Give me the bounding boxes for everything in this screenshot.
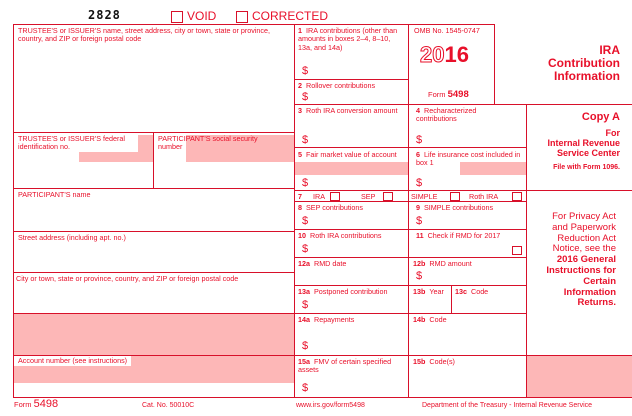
privacy-notice: For Privacy Act and Paperwork Reduction Act Notice, see the 2016 General Instructions for Certain Information Returns.: [546, 211, 616, 309]
box13a-amount-field[interactable]: [310, 298, 406, 312]
box10-dollar: $: [302, 243, 309, 255]
box14a-amount-field[interactable]: [310, 339, 406, 354]
box15b-label: 15b Code(s): [413, 357, 455, 366]
box12a-field[interactable]: [296, 270, 406, 284]
box13c-field[interactable]: [453, 298, 525, 312]
box2-label: 2 Rollover contributions: [298, 81, 376, 90]
box2-amount-field[interactable]: [310, 90, 406, 103]
box7-sep-checkbox[interactable]: [383, 192, 393, 201]
box7-simple-label: SIMPLE: [411, 192, 438, 201]
box7-simple-checkbox[interactable]: [450, 192, 460, 201]
box7-sep-label: SEP: [361, 192, 376, 201]
box15a-label: 15a FMV of certain specified assets: [298, 357, 392, 375]
box12b-amount-field[interactable]: [424, 269, 524, 283]
tax-year-bold: 16: [444, 42, 469, 67]
box6-dollar: $: [416, 177, 423, 189]
box12a-label: 12a RMD date: [298, 259, 347, 268]
participant-name-field[interactable]: [14, 200, 294, 230]
tax-year-outline: 20: [420, 42, 445, 67]
box14b-label: 14b Code: [413, 315, 447, 324]
box3-amount-field[interactable]: [310, 133, 406, 146]
box8-label: 8 SEP contributions: [298, 203, 364, 212]
box5-amount-field[interactable]: [310, 176, 406, 189]
account-number-label: Account number (see instructions): [14, 356, 131, 366]
box11-label: 11 Check if RMD for 2017: [416, 231, 501, 240]
trustee-fein-label: TRUSTEE'S or ISSUER'S federal identification no.: [18, 135, 138, 152]
account-number-field[interactable]: [14, 366, 294, 396]
street-address-label: Street address (including apt. no.): [18, 233, 126, 242]
box1-amount-field[interactable]: [310, 64, 406, 78]
box7-ira-checkbox[interactable]: [330, 192, 340, 201]
box2-dollar: $: [302, 91, 309, 103]
box6-label: 6 Life insurance cost included in box 1: [416, 150, 521, 168]
box4-label: 4 Recharacterized contributions: [416, 106, 477, 124]
box9-label: 9 SIMPLE contributions: [416, 203, 494, 212]
box15b-field[interactable]: [410, 368, 524, 396]
street-address-field[interactable]: [14, 243, 294, 271]
box8-dollar: $: [302, 215, 309, 227]
city-label: City or town, state or province, country, and ZIP or foreign postal code: [16, 274, 239, 283]
box13a-label: 13a Postponed contribution: [298, 287, 388, 296]
form-code: 2828: [88, 8, 121, 22]
box5-shade: [294, 162, 408, 175]
box7-roth-checkbox[interactable]: [512, 192, 522, 201]
corrected-label: CORRECTED: [252, 9, 329, 23]
left-blank-shade: [14, 313, 294, 355]
omb-number: OMB No. 1545-0747: [414, 26, 480, 35]
box4-amount-field[interactable]: [424, 133, 524, 146]
box13a-dollar: $: [302, 299, 309, 311]
trustee-name-field[interactable]: [14, 45, 294, 131]
box9-amount-field[interactable]: [424, 214, 524, 228]
box1-dollar: $: [302, 65, 309, 77]
box13b-field[interactable]: [410, 298, 450, 312]
box12b-dollar: $: [416, 270, 423, 282]
void-checkbox[interactable]: [171, 11, 183, 23]
trustee-fein-field[interactable]: [14, 162, 153, 188]
tax-year: [420, 42, 469, 68]
participant-ssn-label: PARTICIPANT'S social security number: [158, 134, 258, 152]
box13c-label: 13c Code: [455, 287, 489, 296]
corrected-checkbox[interactable]: [236, 11, 248, 23]
copy-a-title: Copy A: [581, 111, 620, 123]
box11-checkbox[interactable]: [512, 246, 522, 255]
box7-num: 7: [298, 192, 302, 201]
box14a-label: 14a Repayments: [298, 315, 355, 324]
participant-name-label: PARTICIPANT'S name: [18, 190, 91, 199]
void-label: VOID: [187, 9, 217, 23]
box12b-label: 12b RMD amount: [413, 259, 472, 268]
box15a-dollar: $: [302, 382, 309, 394]
right-bottom-shade: [526, 355, 632, 397]
box5-dollar: $: [302, 177, 309, 189]
box3-label: 3 Roth IRA conversion amount: [298, 106, 398, 115]
box5-label: 5 Fair market value of account: [298, 150, 397, 159]
box10-amount-field[interactable]: [310, 242, 406, 256]
box7-roth-label: Roth IRA: [469, 192, 499, 201]
box8-amount-field[interactable]: [310, 214, 406, 228]
box14a-dollar: $: [302, 340, 309, 352]
box13b-label: 13b Year: [413, 287, 444, 296]
copy-a-block: Copy A For Internal Revenue Service Center File with Form 1096.: [528, 110, 620, 172]
box1-label: 1 IRA contributions (other than amounts in boxes 2–4, 8–10, 13a, and 14a): [298, 26, 398, 52]
omb-form-number: Form 5498: [428, 89, 469, 100]
footer-url[interactable]: www.irs.gov/form5498: [296, 402, 365, 409]
box4-dollar: $: [416, 134, 423, 146]
box3-dollar: $: [302, 134, 309, 146]
footer-form-number: Form 5498: [14, 398, 59, 410]
box15a-amount-field[interactable]: [310, 381, 406, 396]
footer-dept: Department of the Treasury - Internal Revenue Service: [422, 402, 593, 409]
box10-label: 10 Roth IRA contributions: [298, 231, 382, 240]
box14b-field[interactable]: [410, 326, 524, 354]
city-field[interactable]: [14, 284, 294, 312]
participant-ssn-field[interactable]: [154, 162, 294, 188]
footer-cat-no: Cat. No. 50010C: [142, 402, 195, 409]
form-title: IRA Contribution Information: [548, 43, 620, 83]
box9-dollar: $: [416, 215, 423, 227]
box7-ira-label: IRA: [313, 192, 325, 201]
box6-amount-field[interactable]: [424, 176, 524, 189]
trustee-name-label: TRUSTEE'S or ISSUER'S name, street address, city or town, state or province, country, and ZIP or foreign postal code: [18, 26, 271, 44]
